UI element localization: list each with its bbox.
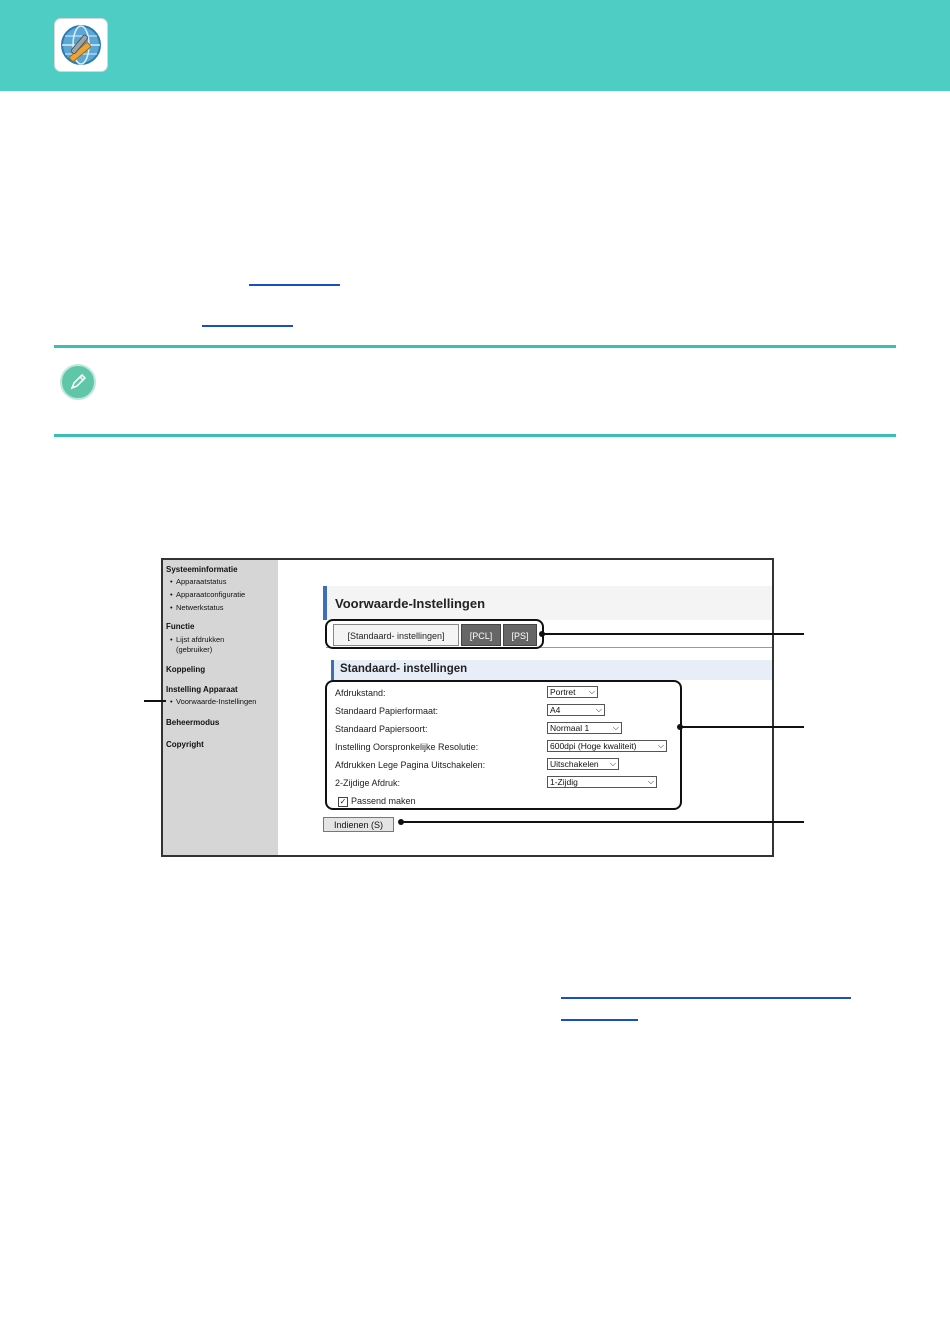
chevron-down-icon: ⌵: [588, 687, 595, 696]
chevron-down-icon: ⌵: [647, 777, 654, 786]
label-lege-pagina: Afdrukken Lege Pagina Uitschakelen:: [335, 760, 486, 770]
sidebar-item-label[interactable]: Apparaatconfiguratie: [176, 590, 246, 599]
page-title: Voorwaarde-Instellingen: [335, 596, 486, 611]
checkbox-label: Passend maken: [351, 796, 416, 806]
pencil-note-icon: [60, 364, 96, 400]
chevron-down-icon: ⌵: [595, 705, 602, 714]
sidebar-heading-systeeminformatie[interactable]: Systeeminformatie: [166, 565, 238, 574]
sidebar-item-label[interactable]: Voorwaarde-Instellingen: [176, 697, 257, 706]
tab-standaard-instellingen[interactable]: [Standaard- instellingen]: [333, 624, 459, 646]
tab-ps[interactable]: [PS]: [503, 624, 537, 646]
label-afdrukstand: Afdrukstand:: [335, 688, 386, 698]
sidebar-item-label[interactable]: Apparaatstatus: [176, 577, 227, 586]
section-title: Standaard- instellingen: [340, 663, 468, 675]
sidebar-heading-functie[interactable]: Functie: [166, 622, 195, 631]
sidebar-heading-instelling-apparaat[interactable]: Instelling Apparaat: [166, 685, 238, 694]
web-settings-icon: [54, 18, 108, 72]
callout-form-outline: [325, 680, 682, 810]
sidebar-item-label[interactable]: (gebruiker): [176, 644, 213, 654]
select-value: Normaal 1: [550, 723, 590, 733]
leader-line-form: [680, 726, 804, 728]
label-2-zijdige-afdruk: 2-Zijdige Afdruk:: [335, 778, 401, 788]
section-header: [331, 660, 774, 680]
select-value: Uitschakelen: [550, 759, 599, 769]
tab-pcl[interactable]: [PCL]: [461, 624, 501, 646]
sidebar-item-label[interactable]: Netwerkstatus: [176, 603, 224, 612]
link-underline[interactable]: [561, 1019, 638, 1021]
note-top-rule: [54, 345, 896, 348]
label-papiersoort: Standaard Papiersoort:: [335, 724, 428, 734]
sidebar-item-netwerkstatus[interactable]: • Netwerkstatus: [170, 603, 224, 612]
passend-maken-checkbox[interactable]: ✓: [339, 797, 347, 806]
label-resolutie: Instelling Oorspronkelijke Resolutie:: [335, 742, 479, 752]
sidebar-item-apparaatstatus[interactable]: • Apparaatstatus: [170, 577, 227, 586]
sidebar-item-apparaatconfiguratie[interactable]: • Apparaatconfiguratie: [170, 590, 246, 599]
link-underline[interactable]: [249, 284, 340, 286]
sidebar-item-lijst-afdrukken[interactable]: • Lijst afdrukken (gebruiker): [170, 635, 225, 654]
select-value: 600dpi (Hoge kwaliteit): [550, 741, 637, 751]
select-value: 1-Zijdig: [550, 777, 578, 787]
submit-button[interactable]: Indienen (S): [323, 817, 394, 832]
leader-line-tabs: [542, 633, 804, 635]
settings-screenshot: [161, 558, 774, 857]
callout-tabs-outline: [325, 619, 544, 649]
label-papierformaat: Standaard Papierformaat:: [335, 706, 439, 716]
select-value: Portret: [550, 687, 576, 697]
chevron-down-icon: ⌵: [612, 723, 619, 732]
sidebar: [163, 560, 278, 855]
chevron-down-icon: ⌵: [609, 759, 616, 768]
sidebar-heading-koppeling[interactable]: Koppeling: [166, 665, 206, 674]
link-underline[interactable]: [561, 997, 851, 999]
header-bar: [0, 0, 950, 91]
sidebar-heading-copyright[interactable]: Copyright: [166, 740, 204, 749]
sidebar-item-voorwaarde-instellingen[interactable]: • Voorwaarde-Instellingen: [170, 697, 257, 706]
select-value: A4: [550, 705, 561, 715]
note-bottom-rule: [54, 434, 896, 437]
page-title-bar: [323, 586, 774, 620]
leader-line-submit: [401, 821, 804, 823]
chevron-down-icon: ⌵: [657, 741, 664, 750]
leader-line-sidebar: [144, 700, 166, 702]
sidebar-item-label[interactable]: Lijst afdrukken: [176, 635, 225, 644]
link-underline[interactable]: [202, 325, 293, 327]
sidebar-heading-beheermodus[interactable]: Beheermodus: [166, 718, 220, 727]
